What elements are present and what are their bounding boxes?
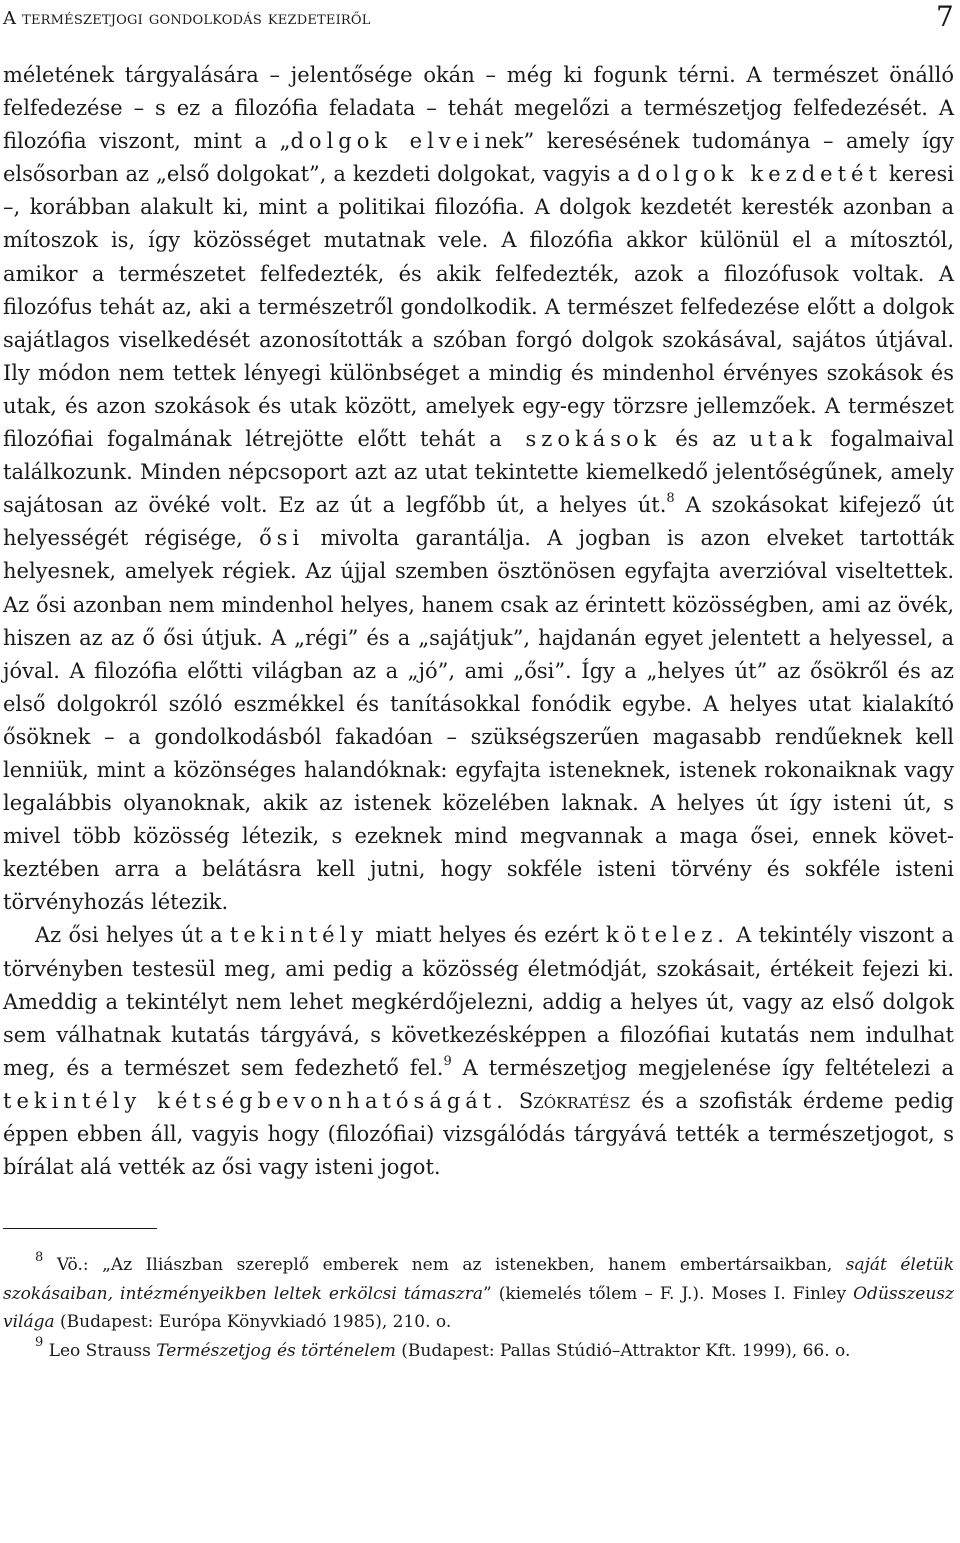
spaced-emphasis: a szokások bbox=[489, 427, 662, 452]
text-run: nek” keresésének tudománya – amely így elsősorban az „első dolgokat”, a kezdeti dolgokat, vagyis a bbox=[3, 129, 954, 187]
text-run: (Budapest: Európa Könyvkiadó 1985), 210. o. bbox=[54, 1312, 452, 1333]
book-title: Természetjog és történelem bbox=[156, 1340, 396, 1361]
text-run: méletének tárgyalására – jelentősége okán – még ki fogunk térni. A természet önálló felfedezése – s ez a filozófia feladata – tehát megelőzi a természetjog felfedezését. A filozófia viszont, mint a „ bbox=[3, 63, 954, 154]
footnote-divider bbox=[3, 1228, 157, 1229]
running-title: A természetjogi gondolkodás kezdeteiről bbox=[3, 8, 371, 29]
footnotes bbox=[3, 1251, 954, 1365]
text-run: fogalmaival találkozunk. Minden népcsoport azt az utat tekintette kiemelkedő jelentőségűnek, amely sajátosan az övéké volt. Ez az út a legfőbb út, a helyes út. bbox=[3, 427, 954, 518]
book-title: Odüsszeusz világa bbox=[3, 1283, 954, 1333]
text-run: A szokásokat kifejező út helyességét régisége, bbox=[3, 493, 955, 551]
footnote-ref-9[interactable]: 9 bbox=[443, 1053, 452, 1069]
footnote-mark: 8 bbox=[35, 1249, 44, 1265]
text-run: (Budapest: Pallas Stúdió–Attraktor Kft. 1999), 66. o. bbox=[395, 1340, 851, 1361]
text-run: A természetjog megjelenése így feltételezi a bbox=[451, 1055, 954, 1080]
spaced-emphasis: tekintély bbox=[229, 923, 369, 948]
book-page bbox=[3, 0, 954, 1365]
spaced-emphasis: utak bbox=[749, 427, 817, 452]
text-run: ” (kiemelés tőlem – F. J.). Moses I. Finley bbox=[482, 1283, 854, 1304]
spaced-emphasis: dolgok kezdetét bbox=[636, 162, 882, 187]
text-run: miatt helyes és ezért bbox=[368, 923, 606, 948]
text-run: A tekintély viszont a törvényben testesül meg, ami pedig a közösség életmódját, szokásait, értékeit fejezi ki. Ameddig a tekintélyt nem lehet megkérdőjelezni, addig a helyes út, vagy az első dolgok sem válhatnak kutatás tárgyává, s következésképpen a filozófiai kutatás nem indulhat meg, és a természet sem fedezhető fel. bbox=[3, 923, 954, 1080]
text-run: és az bbox=[661, 427, 750, 452]
spaced-emphasis: dolgok elvei bbox=[290, 129, 485, 154]
footnote-mark: 9 bbox=[35, 1335, 44, 1351]
text-run: mivolta garantálja. A jogban is azon elveket tartották helyesnek, amelyek régiek. Az újjal szemben ösztönösen egyfajta averzióval viseltettek. Az ősi azonban nem mindenhol helyes, hanem csak az érintett közösségben, ami az övék, hiszen az az ő ősi útjuk. A „régi” és a „sajátjuk”, hajdanán egyet jelentett a helyessel, a jóval. A filozófia előtti világban az a „jó”, ami „ősi”. Így a „helyes út” az ősökről és az első dolgokról szóló eszmékkel és tanításokkal fonódik egybe. A helyes utat kialakító ősöknek – a gondolkodásból fakadóan – szükségszerűen magasabb rendűeknek kell lenniük, mint a közönséges halandóknak: egyfajta isteneknek, istenek rokonaiknak vagy legalábbis olyanoknak, akik az istenek közelében laknak. A helyes út így isteni út, s mivel több közösség létezik, s ezeknek mind megvannak a maga ősei, ennek következtében arra a belátásra kell jutni, hogy sokféle isteni törvény és sokféle isteni törvényhozás létezik. bbox=[3, 526, 954, 915]
footnote-9 bbox=[3, 1337, 954, 1366]
text-run: keresi –, korábban alakult ki, mint a politikai filozófia. A dolgok kezdetét keresték azonban a mítoszok is, így közösséget mutatnak vele. A filozófia akkor különül el a mítosztól, amikor a természetet felfedezték, és akik felfedezték, azok a filozófusok voltak. A filozófus tehát az, aki a természetről gondolkodik. A természet felfedezése előtt a dolgok sajátlagos viselkedését azonosították a szóban forgó dolgok szokásával, sajátos útjával. Ily módon nem tettek lényegi különbséget a mindig és mindenhol érvényes szokások és utak, és azon szokások és utak között, amelyek egy-egy törzsre jellemzőek. A természet filozófiai fogalmának létrejötte előtt tehát bbox=[3, 162, 955, 452]
spaced-emphasis: kötelez. bbox=[605, 923, 729, 948]
footnote-ref-8[interactable]: 8 bbox=[666, 491, 675, 507]
page-number: 7 bbox=[935, 0, 954, 33]
text-run: Leo Strauss bbox=[48, 1340, 157, 1361]
spaced-emphasis: tekintély kétségbevonhatóságát. bbox=[3, 1088, 508, 1113]
text-run: Az ősi helyes út a bbox=[35, 923, 230, 948]
text-run bbox=[508, 1089, 519, 1113]
spaced-emphasis: ősi bbox=[259, 526, 305, 551]
text-run: és a szofisták érdeme pedig éppen ebben áll, vagyis hogy (filozófiai) vizsgálódás tárgyává tették a természetjogot, s bírálat alá vették az ősi vagy isteni jogot. bbox=[3, 1088, 954, 1180]
footnote-8 bbox=[3, 1251, 954, 1337]
body-text bbox=[3, 59, 954, 1184]
paragraph-1 bbox=[3, 59, 954, 919]
small-caps-name: Szókratész bbox=[518, 1088, 631, 1113]
running-head bbox=[3, 0, 954, 40]
paragraph-2 bbox=[3, 919, 954, 1184]
text-run: Vö.: „Az Iliászban szereplő emberek nem az istenekben, hanem embertársaikban, bbox=[56, 1255, 846, 1276]
italic-quote: saját életük szokásaiban, intézményeikben leltek erkölcsi támaszra bbox=[3, 1255, 955, 1304]
